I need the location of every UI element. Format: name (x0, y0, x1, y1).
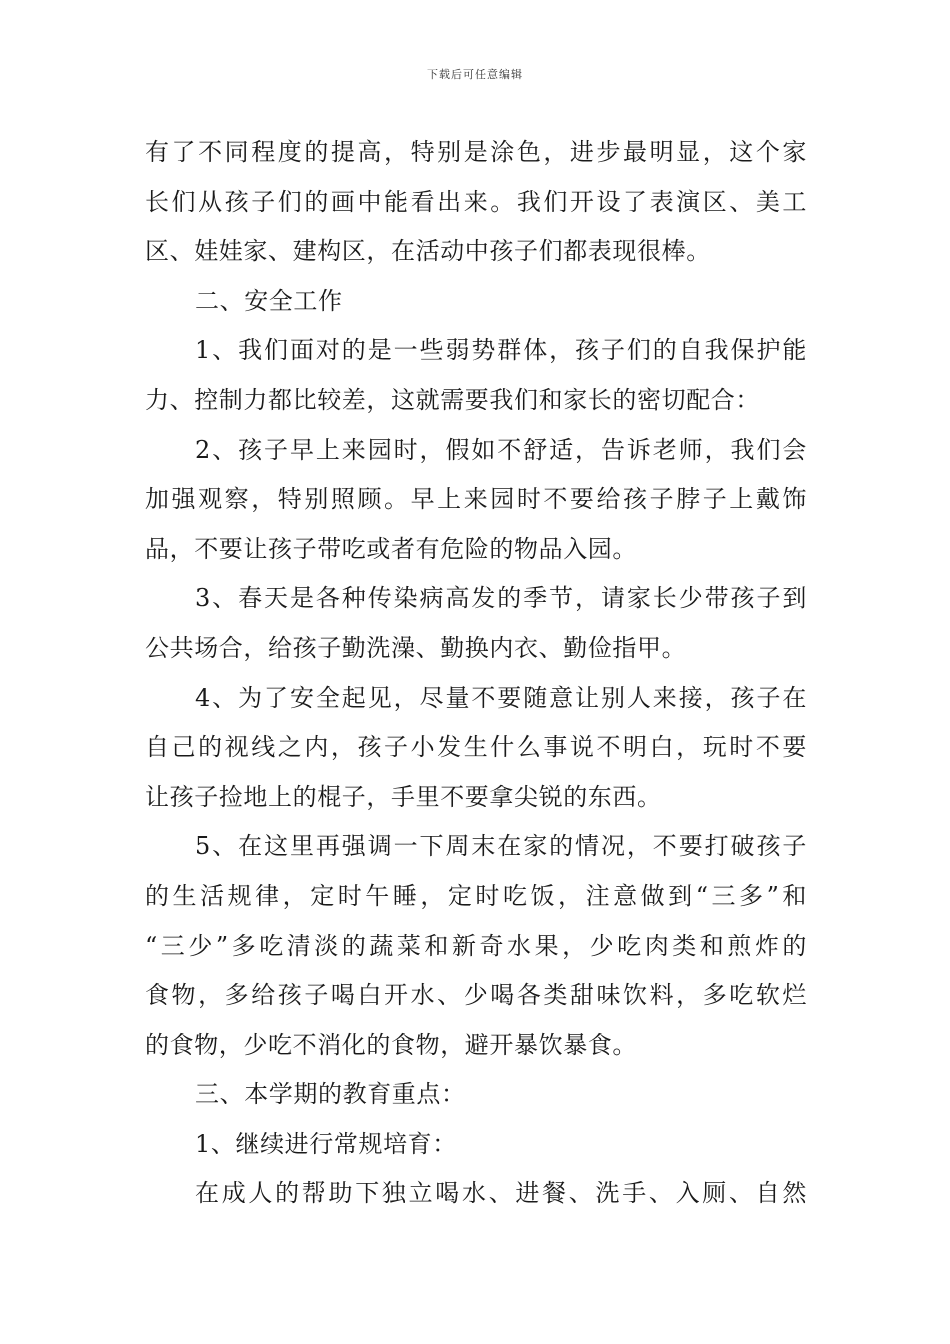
text-line: 1、继续进行常规培育： (195, 1129, 457, 1158)
text-line: 公共场合，给孩子勤洗澡、勤换内衣、勤俭指甲。 (145, 633, 687, 662)
text-line: 2、孩子早上来园时，假如不舒适，告诉老师，我们会 (195, 435, 807, 464)
text-line: 加强观察，特别照顾。早上来园时不要给孩子脖子上戴饰 (145, 485, 807, 514)
text-line: 品，不要让孩子带吃或者有危险的物品入园。 (145, 534, 637, 563)
text-line: 自己的视线之内，孩子小发生什么事说不明白，玩时不要 (145, 733, 807, 762)
text-line: 区、娃娃家、建构区，在活动中孩子们都表现很棒。 (145, 237, 711, 266)
text-line: 的食物，少吃不消化的食物，避开暴饮暴食。 (145, 1030, 637, 1059)
text-line: 三、本学期的教育重点： (195, 1080, 466, 1109)
document-body (145, 128, 807, 1219)
text-line: 1、我们面对的是一些弱势群体，孩子们的自我保护能 (195, 336, 807, 365)
text-line: 4、为了安全起见，尽量不要随意让别人来接，孩子在 (195, 683, 807, 712)
text-line: 长们从孩子们的画中能看出来。我们开设了表演区、美工 (145, 187, 807, 216)
text-line: 5、在这里再强调一下周末在家的情况，不要打破孩子 (195, 832, 807, 861)
text-line: 3、春天是各种传染病高发的季节，请家长少带孩子到 (195, 584, 807, 613)
text-line: 让孩子捡地上的棍子，手里不要拿尖锐的东西。 (145, 782, 662, 811)
text-line: 的生活规律，定时午睡，定时吃饭，注意做到“三多”和 (145, 881, 807, 910)
header-note: 下载后可任意编辑 (427, 68, 523, 81)
text-line: 二、安全工作 (195, 286, 343, 315)
text-line: 力、控制力都比较差，这就需要我们和家长的密切配合： (145, 385, 760, 414)
text-line: 食物，多给孩子喝白开水、少喝各类甜味饮料，多吃软烂 (145, 981, 807, 1010)
text-line: 在成人的帮助下独立喝水、进餐、洗手、入厕、自然 (195, 1179, 807, 1208)
text-line: “三少”多吃清淡的蔬菜和新奇水果，少吃肉类和煎炸的 (145, 931, 807, 960)
text-line: 有了不同程度的提高，特别是涂色，进步最明显，这个家 (145, 138, 807, 166)
